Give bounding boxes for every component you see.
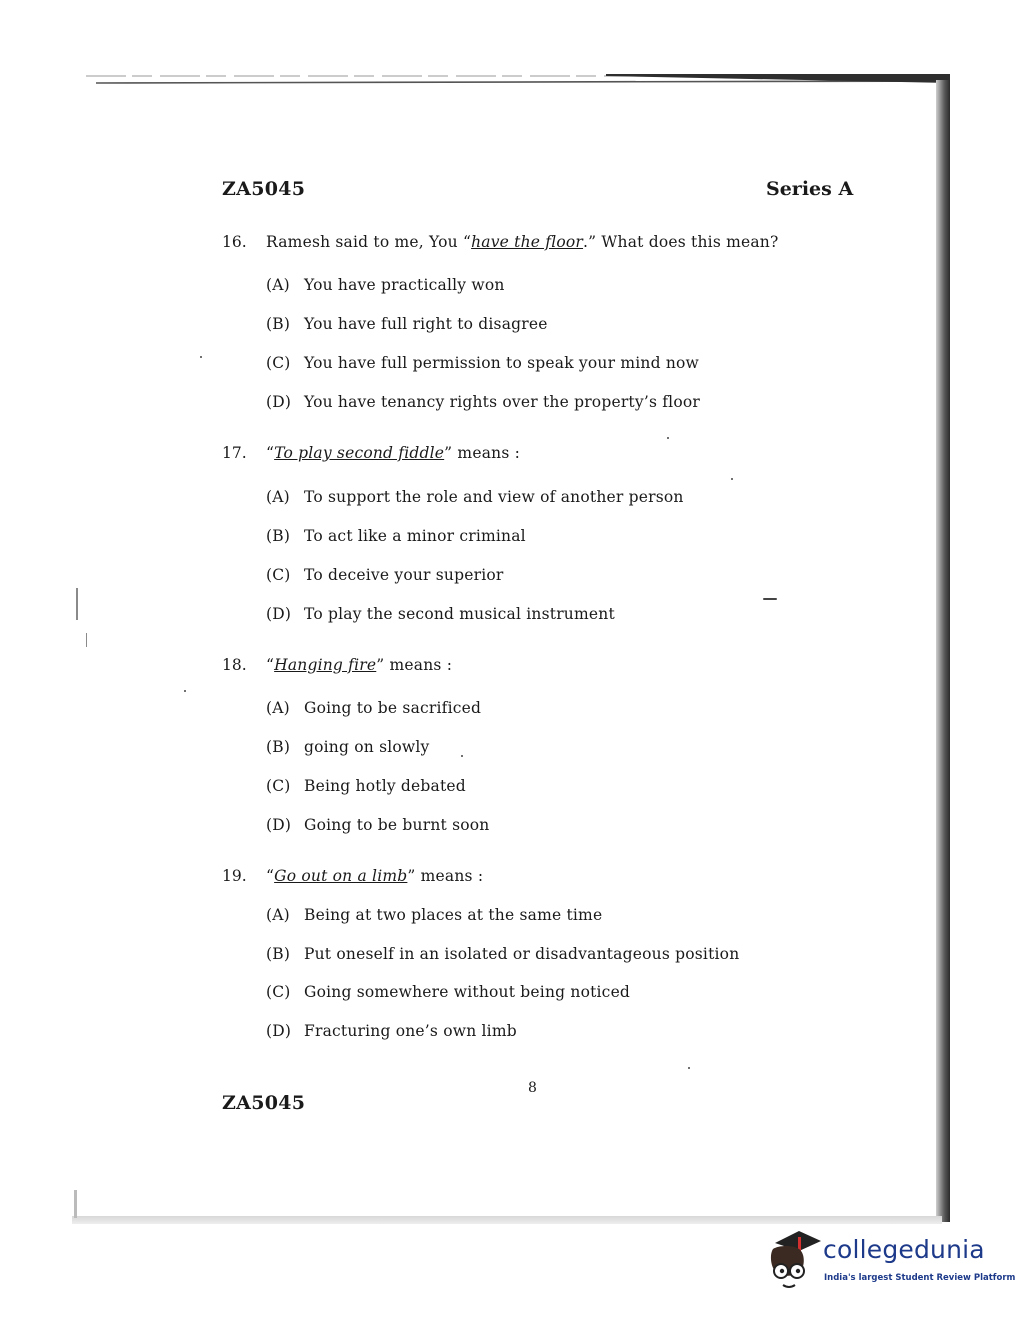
idiom-phrase: have the floor <box>471 233 584 251</box>
question-post: ” means : <box>444 444 521 462</box>
option-text: To deceive your superior <box>304 566 504 584</box>
option-d <box>266 605 615 623</box>
question-pre: “ <box>266 656 275 674</box>
option-text: Being at two places at the same time <box>304 906 603 924</box>
option-d <box>266 816 489 834</box>
scan-right-edge <box>936 80 950 1222</box>
option-c <box>266 354 699 372</box>
option-b <box>266 315 548 333</box>
page-number: 8 <box>528 1080 537 1096</box>
option-c <box>266 566 504 584</box>
option-text: Going to be sacrificed <box>304 699 482 717</box>
option-label: (C) <box>266 566 291 584</box>
footer-paper-code: ZA5045 <box>222 1092 306 1114</box>
option-label: (C) <box>266 777 291 795</box>
scan-left-mark <box>74 1190 77 1218</box>
option-text: You have full right to disagree <box>304 315 548 333</box>
option-b <box>266 945 739 963</box>
option-b <box>266 738 430 756</box>
question-post: ” means : <box>407 867 484 885</box>
question-pre: “ <box>266 867 275 885</box>
option-d <box>266 1022 517 1040</box>
scan-speck <box>461 755 463 757</box>
paper-code: ZA5045 <box>222 178 306 200</box>
option-text: You have tenancy rights over the property’s floor <box>304 393 700 411</box>
option-label: (D) <box>266 1022 292 1040</box>
option-label: (B) <box>266 945 291 963</box>
option-label: (B) <box>266 738 291 756</box>
mascot-icon <box>765 1225 823 1295</box>
series-label: Series A <box>766 178 854 200</box>
question-number: 18. <box>222 656 247 674</box>
option-text: Going somewhere without being noticed <box>304 983 631 1001</box>
scan-speck <box>688 1067 690 1069</box>
idiom-phrase: To play second fiddle <box>274 444 445 462</box>
option-label: (D) <box>266 816 292 834</box>
option-d <box>266 393 700 411</box>
scan-bottom-edge <box>72 1216 942 1224</box>
option-label: (C) <box>266 983 291 1001</box>
option-a <box>266 906 602 924</box>
scan-speck <box>731 478 733 480</box>
question-text <box>266 867 483 885</box>
option-a <box>266 488 684 506</box>
option-text: Fracturing one’s own limb <box>304 1022 517 1040</box>
question-number: 17. <box>222 444 247 462</box>
question-post: .” What does this mean? <box>583 233 779 251</box>
option-label: (C) <box>266 354 291 372</box>
option-text: To play the second musical instrument <box>304 605 615 623</box>
idiom-phrase: Hanging fire <box>274 656 377 674</box>
scan-speck <box>763 598 777 600</box>
question-number: 19. <box>222 867 247 885</box>
option-label: (D) <box>266 393 292 411</box>
question-text <box>266 233 779 251</box>
option-a <box>266 276 505 294</box>
option-text: going on slowly <box>304 738 430 756</box>
question-number: 16. <box>222 233 247 251</box>
option-text: To support the role and view of another person <box>304 488 684 506</box>
option-text: You have full permission to speak your mind now <box>304 354 700 372</box>
question-text <box>266 656 452 674</box>
question-text <box>266 444 520 462</box>
idiom-phrase: Go out on a limb <box>274 867 408 885</box>
option-text: To act like a minor criminal <box>304 527 526 545</box>
question-pre: Ramesh said to me, You “ <box>266 233 472 251</box>
scan-left-mark <box>76 588 78 620</box>
option-text: Being hotly debated <box>304 777 466 795</box>
scan-speck <box>184 690 186 692</box>
option-label: (A) <box>266 906 290 924</box>
option-text: Put oneself in an isolated or disadvantageous position <box>304 945 740 963</box>
question-pre: “ <box>266 444 275 462</box>
scan-left-mark <box>86 633 87 647</box>
option-a <box>266 699 481 717</box>
option-c <box>266 777 466 795</box>
option-text: You have practically won <box>304 276 505 294</box>
option-label: (B) <box>266 315 291 333</box>
option-text: Going to be burnt soon <box>304 816 490 834</box>
scan-speck <box>667 437 669 439</box>
option-label: (D) <box>266 605 292 623</box>
brand-tagline: India's largest Student Review Platform <box>824 1273 1016 1283</box>
option-b <box>266 527 526 545</box>
question-post: ” means : <box>376 656 453 674</box>
option-label: (A) <box>266 276 290 294</box>
option-c <box>266 983 630 1001</box>
collegedunia-logo <box>765 1225 1016 1295</box>
option-label: (A) <box>266 699 290 717</box>
option-label: (B) <box>266 527 291 545</box>
option-label: (A) <box>266 488 290 506</box>
scan-top-edge <box>86 71 950 87</box>
brand-name: collegedunia <box>823 1235 985 1264</box>
scan-speck <box>200 356 202 358</box>
